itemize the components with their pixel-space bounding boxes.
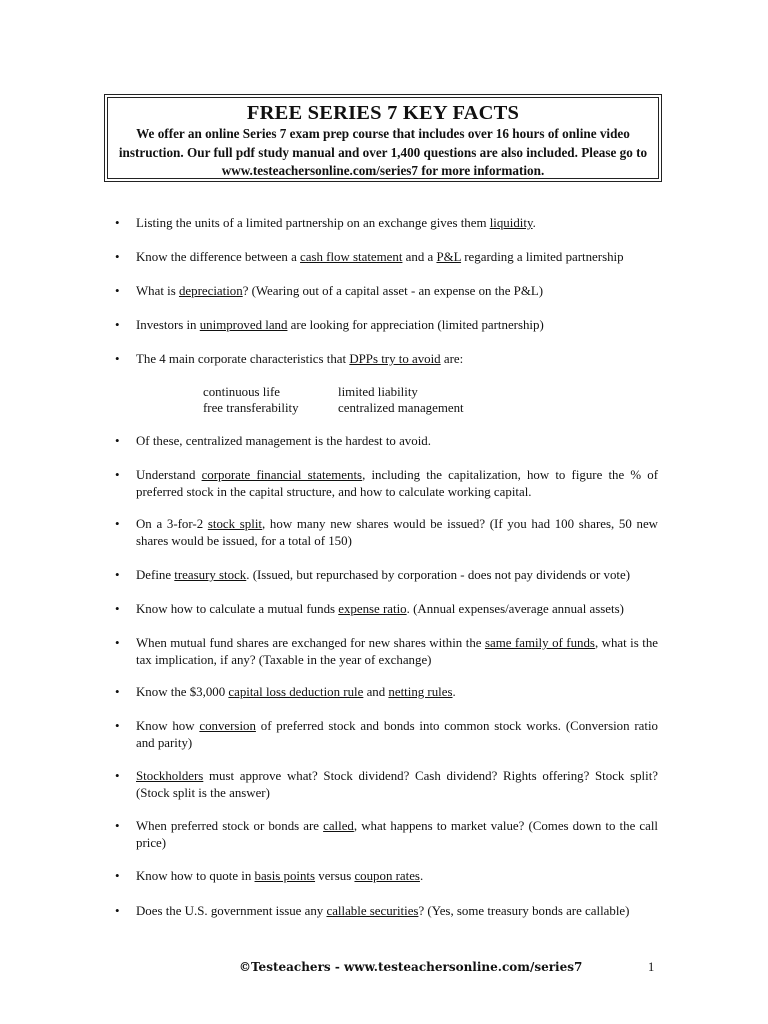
bullet-text: [136, 768, 658, 803]
bullet-text-segment: . (Annual expenses/average annual assets): [406, 602, 624, 616]
bullet-marker: •: [115, 284, 120, 298]
dpp-cell: free transferability: [203, 401, 299, 416]
bullet-marker: •: [115, 719, 120, 733]
underlined-term: stock split: [207, 517, 262, 531]
bullet-text-segment: are looking for appreciation (limited partnership): [287, 318, 544, 332]
bullet-text-segment: When mutual fund shares are exchanged for new shares within the: [136, 636, 485, 650]
underlined-term: called: [323, 819, 354, 833]
bullet-text-segment: Know how: [136, 719, 200, 733]
bullet-marker: •: [115, 685, 120, 699]
bullet-text: [136, 433, 658, 450]
bullet-text-segment: What is: [136, 284, 179, 298]
bullet-text-segment: ? (Wearing out of a capital asset - an expense on the P&L): [242, 284, 544, 298]
bullet-text-segment: Understand: [136, 468, 202, 482]
bullet-text-segment: Investors in: [136, 318, 200, 332]
bullet-text-segment: On a 3-for-2: [136, 517, 208, 531]
bullet-text: [136, 567, 658, 584]
bullet-text-segment: . (Issued, but repurchased by corporation - does not pay dividends or vote): [246, 568, 631, 582]
bullet-text-segment: ? (Yes, some treasury bonds are callable): [418, 904, 630, 918]
bullet-text: [136, 351, 658, 368]
bullet-text-segment: When preferred stock or bonds are: [136, 819, 324, 833]
bullet-marker: •: [115, 468, 120, 482]
bullet-text: [136, 249, 658, 266]
bullet-marker: •: [115, 869, 120, 883]
bullet-text: [136, 868, 658, 885]
bullet-text-segment: must approve what? Stock dividend? Cash dividend? Rights offering? Stock split? (Stock split is the answer): [136, 769, 658, 801]
underlined-term: same family of funds: [484, 636, 595, 650]
bullet-text-segment: , how many new shares would be issued? (If you had 100 shares, 50 new shares would be issued, for a total of 150): [136, 517, 658, 549]
bullet-marker: •: [115, 216, 120, 230]
dpp-cell: limited liability: [338, 385, 418, 399]
underlined-term: liquidity: [489, 216, 533, 230]
bullet-marker: •: [115, 352, 120, 366]
header-box: [104, 94, 662, 182]
bullet-text-segment: and: [363, 685, 389, 699]
bullet-text-segment: .: [419, 869, 424, 883]
bullet-marker: •: [115, 517, 120, 531]
bullet-text-segment: Know how to calculate a mutual funds: [136, 602, 339, 616]
underlined-term: Stockholders: [136, 769, 204, 783]
bullet-text-segment: Know how to quote in: [136, 869, 255, 883]
bullet-text: [136, 516, 658, 551]
bullet-text-segment: regarding a limited partnership: [461, 250, 624, 264]
underlined-term: conversion: [199, 719, 256, 733]
dpp-row: [203, 400, 464, 416]
bullet-text-segment: Of these, centralized management is the hardest to avoid.: [136, 434, 431, 448]
bullet-text-segment: and a: [402, 250, 437, 264]
bullet-text-segment: Know the $3,000: [136, 685, 229, 699]
bullet-text: [136, 903, 658, 920]
bullet-text-segment: of preferred stock and bonds into common stock works. (Conversion ratio and parity): [136, 719, 658, 751]
bullet-text-segment: .: [532, 216, 536, 230]
bullet-marker: •: [115, 568, 120, 582]
bullet-text: [136, 718, 658, 753]
underlined-term: netting rules: [388, 685, 453, 699]
bullet-text: [136, 818, 658, 853]
bullet-text-segment: versus: [315, 869, 355, 883]
underlined-term: cash flow statement: [300, 250, 403, 264]
bullet-marker: •: [115, 434, 120, 448]
bullet-text-segment: Define: [136, 568, 175, 582]
underlined-term: callable securities: [326, 904, 419, 918]
underlined-term: corporate financial statements: [201, 468, 363, 482]
bullet-text-segment: .: [452, 685, 456, 699]
bullet-marker: •: [115, 636, 120, 650]
bullet-marker: •: [115, 602, 120, 616]
bullet-text-segment: , what happens to market value? (Comes down to the call price): [136, 819, 659, 851]
underlined-term: capital loss deduction rule: [228, 685, 364, 699]
bullet-text-segment: The 4 main corporate characteristics that: [136, 352, 350, 366]
bullet-marker: •: [115, 250, 120, 264]
bullet-text-segment: Know the difference between a: [136, 250, 301, 264]
document-title: FREE SERIES 7 KEY FACTS: [246, 102, 520, 124]
bullet-marker: •: [115, 769, 120, 783]
bullet-text-segment: , what is the tax implication, if any? (Taxable in the year of exchange): [136, 636, 659, 668]
bullet-text-segment: Listing the units of a limited partnership on an exchange gives them: [136, 216, 490, 230]
bullet-text: [136, 283, 658, 300]
underlined-term: DPPs try to avoid: [349, 352, 441, 366]
underlined-term: coupon rates: [354, 869, 420, 883]
underlined-term: treasury stock: [174, 568, 247, 582]
page-number: 1: [648, 960, 655, 974]
bullet-text: [136, 317, 658, 334]
dpp-cell: centralized management: [338, 401, 464, 416]
bullet-text: [136, 601, 658, 618]
bullet-text-segment: are:: [440, 352, 464, 366]
bullet-text: [136, 635, 658, 670]
bullet-marker: •: [115, 819, 120, 833]
bullet-text: [136, 467, 658, 502]
bullet-text: [136, 684, 658, 701]
footer-copyright: ©Testeachers - www.testeachersonline.com/series7: [239, 960, 583, 974]
bullet-marker: •: [115, 904, 120, 918]
underlined-term: depreciation: [178, 284, 243, 298]
bullet-text-segment: Does the U.S. government issue any: [136, 904, 327, 918]
bullet-marker: •: [115, 318, 120, 332]
dpp-cell: continuous life: [203, 385, 280, 399]
underlined-term: unimproved land: [199, 318, 288, 332]
bullet-text: [136, 215, 658, 232]
bullet-text-segment: , including the capitalization, how to figure the % of preferred stock in the capital structure, and how to calculate working capital.: [136, 468, 658, 500]
dpp-characteristics-table: [203, 384, 464, 416]
underlined-term: expense ratio: [338, 602, 407, 616]
underlined-term: basis points: [254, 869, 316, 883]
underlined-term: P&L: [436, 250, 462, 264]
header-inner: [107, 97, 659, 179]
dpp-row: [203, 384, 464, 400]
header-description: We offer an online Series 7 exam prep course that includes over 16 hours of online video instruction. Our full pdf study manual and over 1,400 questions are also included. Please go to www.testeachersonline.com/series7 for more information.: [118, 126, 648, 178]
